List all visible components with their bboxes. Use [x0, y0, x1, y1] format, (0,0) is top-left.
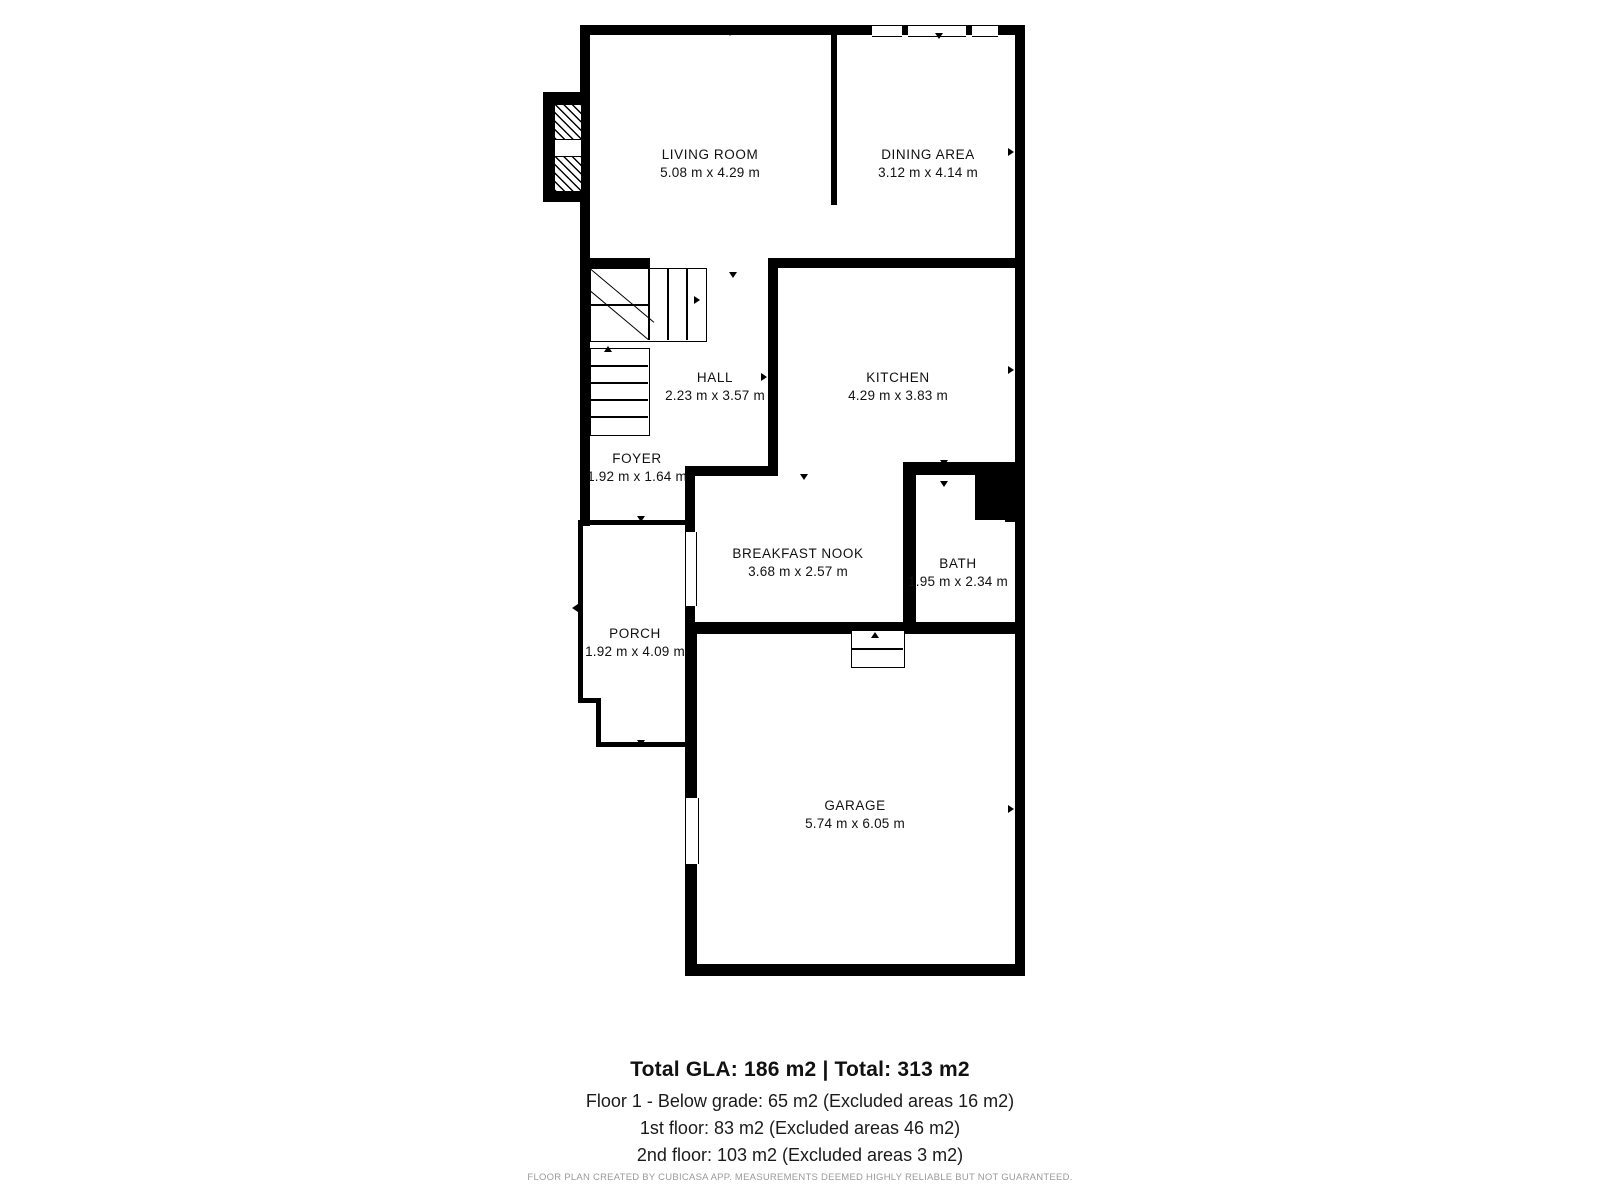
door-marker-dining-mid-icon	[935, 33, 943, 39]
room-name: FOYER	[612, 451, 662, 466]
wall-bath-top-block	[975, 462, 1025, 520]
window-garage-left	[685, 798, 699, 864]
room-label-garage	[755, 797, 955, 833]
wall-bath-left	[903, 462, 916, 634]
room-label-living-room	[610, 146, 810, 182]
room-dimensions: 4.29 m x 3.83 m	[848, 388, 948, 404]
room-label-dining-area	[828, 146, 1028, 182]
fireplace-hatch-inner-2	[554, 156, 582, 192]
summary-line-below-grade: Floor 1 - Below grade: 65 m2 (Excluded areas 16 m2)	[585, 1091, 1015, 1111]
door-marker-foyer-bottom-icon	[800, 474, 808, 480]
door-marker-garage-bottom-icon	[822, 966, 830, 972]
wall-garage-bottom	[685, 964, 1025, 976]
door-marker-porch-left-icon	[572, 604, 578, 612]
door-marker-kitchen-top-icon	[936, 262, 944, 268]
garage-stair-tread	[851, 648, 903, 650]
room-name: HALL	[696, 370, 734, 385]
room-dimensions: 5.74 m x 6.05 m	[805, 816, 905, 832]
room-label-kitchen	[798, 369, 998, 405]
stair-arrow-up-icon	[604, 346, 612, 352]
room-name: GARAGE	[824, 798, 886, 813]
stair-tread	[590, 416, 648, 418]
wall-right-upper	[1015, 25, 1025, 475]
wall-porch-top	[578, 520, 688, 525]
summary-line-second-floor: 2nd floor: 103 m2 (Excluded areas 3 m2)	[636, 1145, 964, 1165]
door-marker-bath-icon	[940, 481, 948, 487]
room-name: PORCH	[609, 626, 661, 641]
door-marker-porch-bottom-icon	[637, 740, 645, 746]
room-label-hall	[615, 369, 815, 405]
stair-tread	[590, 304, 648, 306]
stair-arrow-right-icon	[694, 296, 700, 304]
room-name: BREAKFAST NOOK	[732, 546, 864, 561]
stair-tread	[686, 268, 688, 340]
door-marker-living-top-icon	[726, 30, 734, 36]
room-label-bath	[858, 555, 1058, 591]
total-gla-text: Total GLA: 186 m2 | Total: 313 m2	[630, 1058, 970, 1081]
wall-porch-left	[578, 520, 583, 702]
door-marker-porch-icon	[637, 516, 645, 522]
room-dimensions: 1.95 m x 2.34 m	[908, 574, 1008, 590]
room-dimensions: 2.23 m x 3.57 m	[665, 388, 765, 404]
wall-porch-step-v	[596, 698, 601, 746]
door-marker-nook-mid-icon	[940, 460, 948, 466]
room-name: BATH	[939, 556, 977, 571]
wall-mid-horizontal-2	[768, 258, 1025, 268]
stair-tread	[648, 268, 650, 340]
room-dimensions: 5.08 m x 4.29 m	[660, 165, 760, 181]
stair-tread	[590, 365, 648, 367]
room-name: KITCHEN	[866, 370, 930, 385]
room-name: LIVING ROOM	[661, 147, 759, 162]
room-name: DINING AREA	[881, 147, 975, 162]
fireplace-hatch-inner	[554, 104, 582, 140]
summary-line-first-floor: 1st floor: 83 m2 (Excluded areas 46 m2)	[639, 1118, 961, 1138]
room-dimensions: 3.12 m x 4.14 m	[878, 165, 978, 181]
door-marker-garage-stair-icon	[871, 632, 879, 638]
door-marker-kitchen-right-icon	[1008, 366, 1014, 374]
room-dimensions: 1.92 m x 4.09 m	[585, 644, 685, 660]
wall-hall-kitchen	[768, 258, 778, 476]
room-dimensions: 1.92 m x 1.64 m	[587, 469, 687, 485]
area-summary	[0, 1058, 1600, 1169]
door-marker-garage-right-icon	[1008, 805, 1014, 813]
stair-tread	[667, 268, 669, 340]
room-label-foyer	[537, 450, 737, 486]
window-dining-top-3	[972, 25, 998, 37]
room-label-porch	[535, 625, 735, 661]
window-dining-top-1	[872, 25, 902, 37]
disclaimer-text: FLOOR PLAN CREATED BY CUBICASA APP. MEASUREMENTS DEEMED HIGHLY RELIABLE BUT NOT GUARANTEED.	[527, 1172, 1073, 1183]
door-marker-nook-bottom-icon	[826, 624, 834, 630]
door-marker-hall-stair-icon	[729, 272, 737, 278]
window-nook-left	[685, 532, 697, 606]
wall-mid-horizontal	[580, 258, 650, 268]
room-dimensions: 3.68 m x 2.57 m	[748, 564, 848, 580]
